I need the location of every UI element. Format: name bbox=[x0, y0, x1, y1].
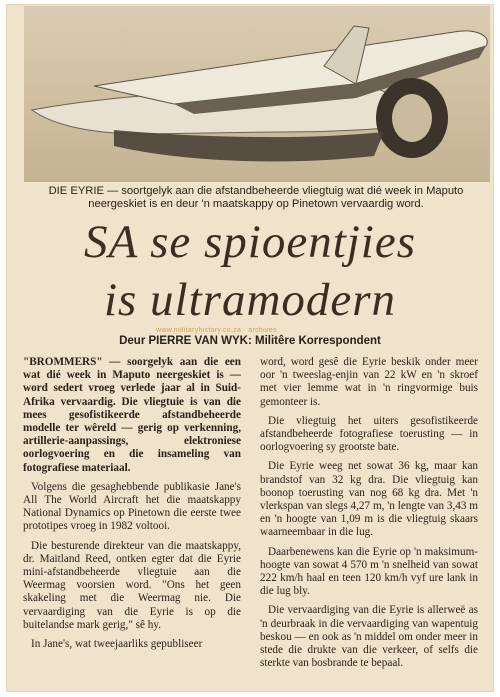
article-paragraph: Die Eyrie weeg net sowat 36 kg, maar kan brandstof van 32 kg dra. Die vliegtuig kan boonop toerusting van nog 68 kg dra. Met 'n vlerkspan van slegs 4,27 m, 'n lengte van 3,43 m en 'n hoogte van 1,09 m is die vliegtuig skaars waarneembaar in die lug. bbox=[260, 460, 478, 539]
newspaper-clipping bbox=[6, 4, 494, 692]
headline-line-1: SA se spioentjies bbox=[83, 216, 417, 268]
article-paragraph: Daarbenewens kan die Eyrie op 'n maksimum-hoogte van sowat 4 570 m 'n snelheid van sowat 222 km/h haal en teen 120 km/h vyf ure lank in die lug bly. bbox=[260, 545, 478, 598]
headline-line-2: is ultramodern bbox=[103, 274, 397, 326]
byline: Deur PIERRE VAN WYK: Militêre Korrespondent bbox=[119, 335, 381, 347]
article-paragraph: word, word gesê die Eyrie beskik onder meer oor 'n tweeslag-enjin van 22 kW en 'n skroef met vier lemme wat in 'n ringvormige buis gemonteer is. bbox=[260, 356, 478, 408]
photo-caption: DIE EYRIE — soortgelyk aan die afstandbeheerde vliegtuig wat dié week in Maputo neergeskiet is en deur 'n maatskappy op Pinetown vervaardig word. bbox=[48, 185, 464, 210]
article-paragraph: Die vervaardiging van die Eyrie is allerweë as 'n deurbraak in die vervaardiging van wapentuig beskou — en ook as 'n middel om onder meer in stede die drukte van die verkeer, of selfs die sterkte van bosbrande te bepaal. bbox=[260, 604, 478, 670]
article-paragraph: In Jane's, wat tweejaarliks gepubliseer bbox=[31, 638, 203, 651]
article-paragraph: Volgens die gesaghebbende publikasie Jane's All The World Aircraft het die maatskappy National Dynamics op Pinetown die eerste twee prototipes vroeg in 1982 voltooi. bbox=[23, 480, 241, 533]
article-paragraph: Die besturende direkteur van die maatskappy, dr. Maitland Reed, ontken egter dat die Eyrie mini-afstandbeheerde vliegtuie aan die Weermag voorsien word. "Ons het geen skakeling met die Weermag nie. Die vervaardiging van die Eyrie is op die buitelandse mark gerig," sê hy. bbox=[23, 539, 241, 631]
watermark: www.militaryhistory.co.za · archives bbox=[156, 327, 277, 334]
lead-paragraph: "BROMMERS" — soorgelyk aan die een wat dié week in Maputo neergeskiet is — word sedert vroeg verlede jaar al in Suid-Afrika vervaardig. Die vliegtuie is van die mees gesofistikeerde afstandbeheerde modelle ter wêreld — gerig op verkenning, artillerie-aanpassings, elektroniese oorlogvoering en die insameling van fotografiese materiaal. bbox=[23, 356, 241, 474]
article-right-column bbox=[260, 356, 478, 676]
article-left-column bbox=[23, 356, 241, 657]
aircraft-photo bbox=[24, 6, 490, 182]
article-paragraph: Die vliegtuig het uiters gesofistikeerde afstandbeheerde fotografiese toerusting — in oorlogvoering sy grootste bate. bbox=[260, 414, 478, 454]
eyrie-drone-image bbox=[24, 6, 490, 182]
